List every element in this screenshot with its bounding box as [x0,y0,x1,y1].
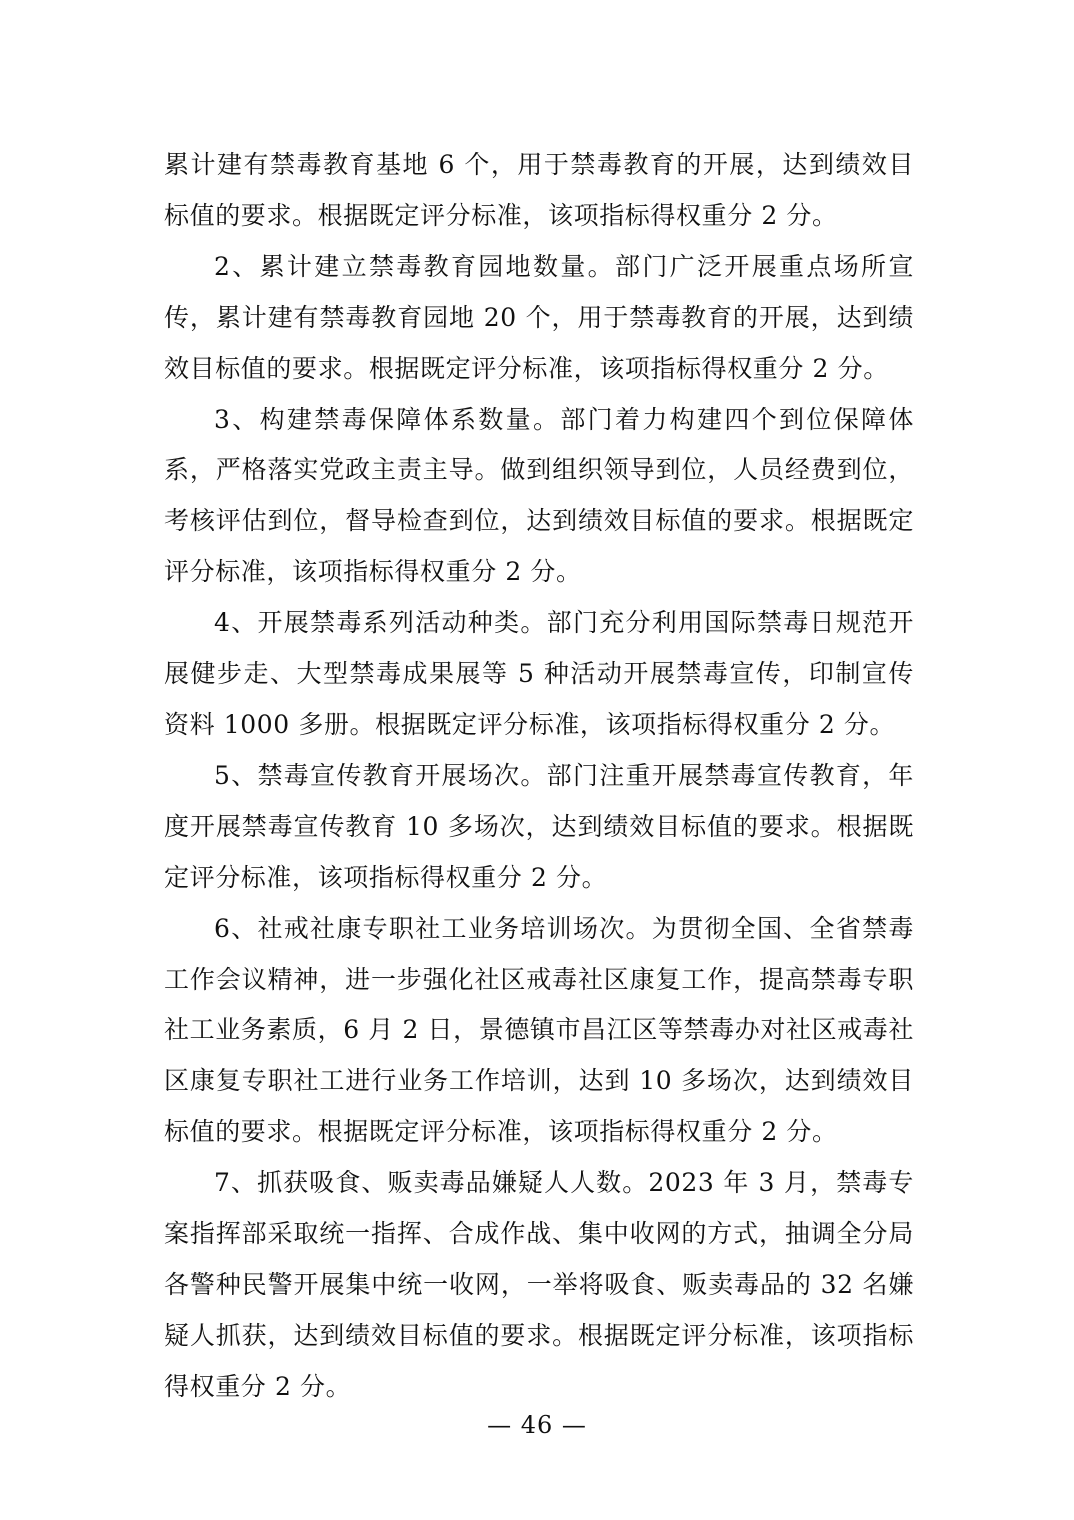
paragraph-item-7: 7、抓获吸食、贩卖毒品嫌疑人人数。2023 年 3 月，禁毒专案指挥部采取统一指挥、合成作战、集中收网的方式，抽调全分局各警种民警开展集中统一收网，一举将吸食、贩卖毒品的 32 名嫌疑人抓获，达到绩效目标值的要求。根据既定评分标准，该项指标得权重分 2 分。 [164,1168,914,1401]
paragraph-item-5: 5、禁毒宣传教育开展场次。部门注重开展禁毒宣传教育，年度开展禁毒宣传教育 10 多场次，达到绩效目标值的要求。根据既定评分标准，该项指标得权重分 2 分。 [164,760,914,892]
paragraph-item-6: 6、社戒社康专职社工业务培训场次。为贯彻全国、全省禁毒工作会议精神，进一步强化社区戒毒社区康复工作，提高禁毒专职社工业务素质，6 月 2 日，景德镇市昌江区等禁毒办对社区戒毒社区康复专职社工进行业务工作培训，达到 10 多场次，达到绩效目标值的要求。根据既定评分标准，该项指标得权重分 2 分。 [164,913,914,1147]
paragraph-item-4: 4、开展禁毒系列活动种类。部门充分利用国际禁毒日规范开展健步走、大型禁毒成果展等 5 种活动开展禁毒宣传，印制宣传资料 1000 多册。根据既定评分标准，该项指标得权重分 2 分。 [164,608,914,739]
paragraph-item-2: 2、累计建立禁毒教育园地数量。部门广泛开展重点场所宣传，累计建有禁毒教育园地 20 个，用于禁毒教育的开展，达到绩效目标值的要求。根据既定评分标准，该项指标得权重分 2 分。 [164,251,914,383]
paragraph-item-3: 3、构建禁毒保障体系数量。部门着力构建四个到位保障体系，严格落实党政主责主导。做到组织领导到位，人员经费到位，考核评估到位，督导检查到位，达到绩效目标值的要求。根据既定评分标准，该项指标得权重分 2 分。 [164,404,914,587]
page-number: — 46 — [487,1411,587,1439]
document-body [164,140,914,1413]
paragraph-continuation: 累计建有禁毒教育基地 6 个，用于禁毒教育的开展，达到绩效目标值的要求。根据既定评分标准，该项指标得权重分 2 分。 [164,150,914,230]
